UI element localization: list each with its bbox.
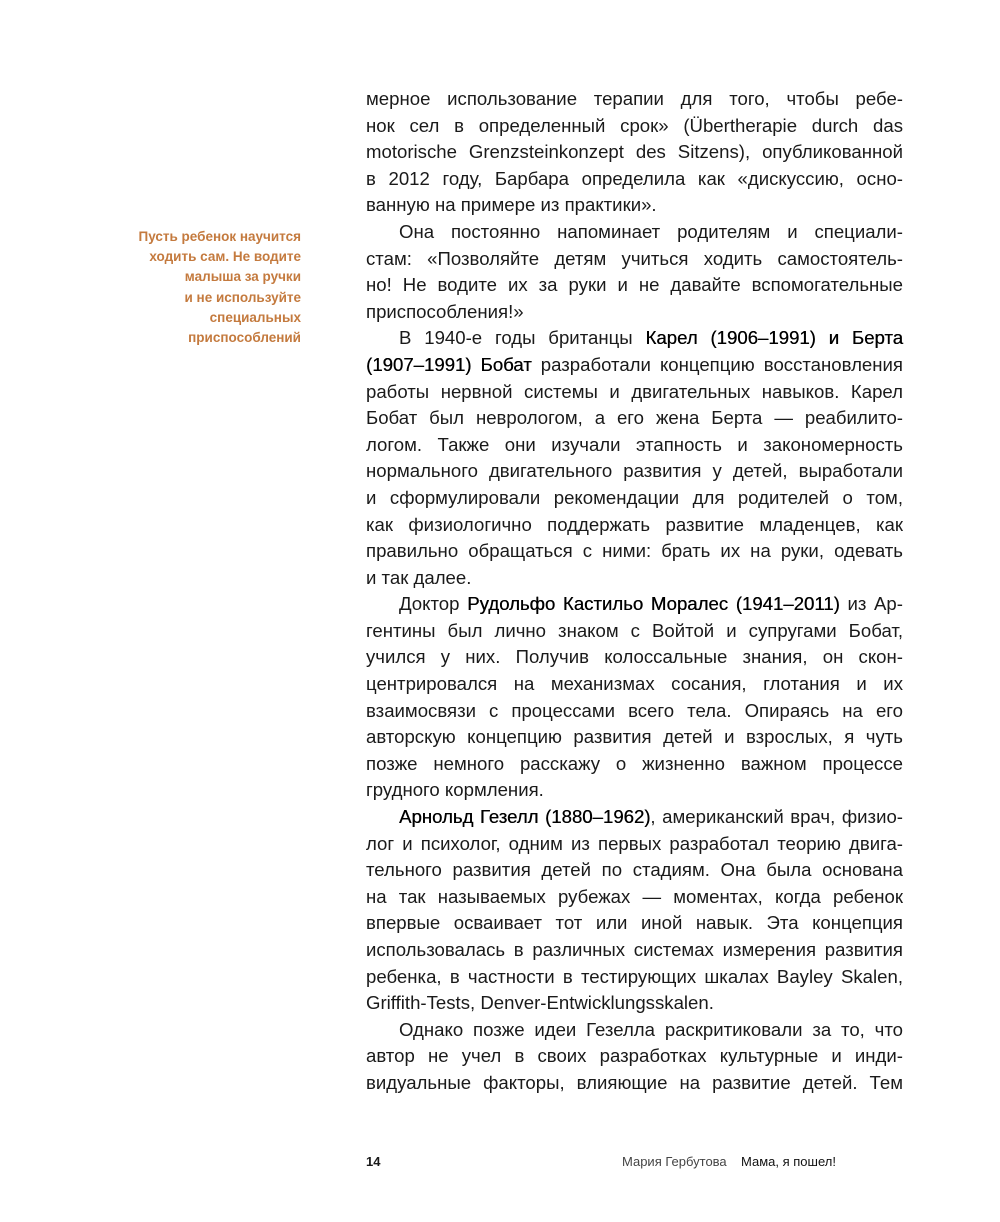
- text-segment: грудного кормления.: [366, 779, 544, 801]
- text-segment: впервые осваивает тот или иной навык. Эта концепция: [366, 912, 903, 934]
- text-line: [366, 671, 903, 698]
- text-segment: логом. Также они изучали этапность и закономерность: [366, 433, 903, 455]
- text-segment: Однако позже идеи Гезелла раскритиковали за то, что: [399, 1018, 903, 1040]
- text-line: [366, 1070, 903, 1097]
- page-number: 14: [366, 1154, 381, 1169]
- text-segment: использовалась в различных системах измерения развития: [366, 939, 903, 960]
- text-segment: ребенка, в частности в тестирующих шкалах Bayley Skalen,: [366, 965, 903, 987]
- text-line: [366, 937, 903, 964]
- text-line: [366, 246, 903, 273]
- text-line: [366, 804, 903, 831]
- text-line: [366, 192, 903, 219]
- text-segment: и сформулировали рекомендации для родителей о том,: [366, 486, 903, 508]
- text-line: [366, 272, 903, 299]
- pull-quote-line: Пусть ребенок научится: [138, 229, 301, 244]
- text-segment: учился у них. Получив колоссальные знания, он скон-: [366, 646, 903, 668]
- text-segment: авторскую концепцию развития детей и взрослых, я чуть: [366, 726, 903, 748]
- text-line: [366, 458, 903, 485]
- text-segment: в 2012 году, Барбара определила как «дискуссию, осно-: [366, 167, 903, 189]
- text-segment: на так называемых рубежах — моментах, когда ребенок: [366, 885, 903, 907]
- text-line: [366, 591, 903, 618]
- pull-quote-line: специальных: [209, 309, 301, 325]
- text-line: [366, 299, 903, 326]
- person-name-emphasis: (1907–1991) Бобат: [366, 353, 532, 375]
- text-line: [366, 910, 903, 937]
- text-line: [366, 405, 903, 432]
- text-line: [366, 618, 903, 645]
- text-line: [366, 990, 903, 1017]
- text-segment: видуальные факторы, влияющие на развитие детей. Тем: [366, 1071, 903, 1093]
- text-line: [366, 644, 903, 671]
- text-line: [366, 485, 903, 512]
- person-name-emphasis: Арнольд Гезелл (1880–1962): [399, 806, 651, 828]
- text-line: [366, 219, 903, 246]
- text-segment: Griffith-Tests, Denver-Entwicklungsskalen.: [366, 992, 714, 1014]
- text-segment: автор не учел в своих разработках культурные и инди-: [366, 1045, 903, 1067]
- text-line: [366, 538, 903, 565]
- pull-quote-line: ходить сам. Не водите: [149, 249, 301, 265]
- text-line: [366, 751, 903, 778]
- text-line: [366, 1043, 903, 1070]
- text-segment: гентины был лично знаком с Войтой и супругами Бобат,: [366, 619, 903, 641]
- book-title: Мама, я пошел!: [741, 1154, 836, 1169]
- text-line: [366, 325, 903, 352]
- text-segment: тельного развития детей по стадиям. Она была основана: [366, 859, 903, 881]
- text-segment: , американский врач, физио-: [650, 806, 903, 828]
- text-segment: позже немного расскажу о жизненно важном процессе: [366, 752, 903, 774]
- pull-quote-line: малыша за ручки: [184, 269, 301, 285]
- text-segment: motorische Grenzsteinkonzept des Sitzens), опубликованной: [366, 141, 903, 163]
- text-line: [366, 113, 903, 140]
- text-segment: стам: «Позволяйте детям учиться ходить самостоятель-: [366, 247, 903, 269]
- text-line: [366, 724, 903, 751]
- text-segment: Она постоянно напоминает родителям и специали-: [399, 220, 903, 242]
- text-line: [366, 379, 903, 406]
- body-text: [366, 86, 903, 1097]
- text-segment: центрировался на механизмах сосания, глотания и их: [366, 673, 903, 695]
- text-segment: из Ар-: [839, 593, 903, 615]
- text-segment: В 1940-е годы британцы: [399, 327, 646, 349]
- text-segment: как физиологично поддержать развитие младенцев, как: [366, 513, 903, 535]
- text-segment: разработали концепцию восстановления: [531, 353, 903, 375]
- text-segment: Бобат был неврологом, а его жена Берта — реабилито-: [366, 407, 903, 429]
- text-line: [366, 565, 903, 592]
- text-line: [366, 352, 903, 379]
- text-segment: работы нервной системы и двигательных навыков. Карел: [366, 380, 903, 402]
- pull-quote-line: и не используйте: [184, 289, 301, 305]
- text-line: [366, 964, 903, 991]
- text-segment: нок сел в определенный срок» (Übertherapie durch das: [366, 114, 903, 136]
- sidebar-pull-quote: [100, 227, 301, 348]
- text-segment: и так далее.: [366, 566, 472, 588]
- text-line: [366, 698, 903, 725]
- text-segment: Доктор: [399, 593, 468, 615]
- author-name: Мария Гербутова: [622, 1154, 727, 1169]
- text-line: [366, 86, 903, 113]
- person-name-emphasis: Карел (1906–1991) и Берта: [645, 327, 903, 349]
- text-line: [366, 831, 903, 858]
- text-line: [366, 512, 903, 539]
- text-line: [366, 166, 903, 193]
- text-line: [366, 857, 903, 884]
- pull-quote-line: приспособлений: [188, 330, 301, 346]
- text-line: [366, 139, 903, 166]
- person-name-emphasis: Рудольфо Кастильо Моралес (1941–2011): [467, 593, 840, 615]
- text-segment: ванную на примере из практики».: [366, 194, 657, 216]
- text-segment: приспособления!»: [366, 300, 524, 322]
- text-segment: лог и психолог, одним из первых разработал теорию двига-: [366, 832, 903, 854]
- text-segment: нормального двигательного развития у детей, выработали: [366, 460, 903, 482]
- text-segment: взаимосвязи с процессами всего тела. Опираясь на его: [366, 699, 903, 721]
- text-segment: но! Не водите их за руки и не давайте вспомогательные: [366, 274, 903, 296]
- text-line: [366, 432, 903, 459]
- text-line: [366, 777, 903, 804]
- text-segment: мерное использование терапии для того, чтобы ребе-: [366, 88, 903, 109]
- text-line: [366, 884, 903, 911]
- text-line: [366, 1017, 903, 1044]
- text-segment: правильно обращаться с ними: брать их на руки, одевать: [366, 540, 903, 562]
